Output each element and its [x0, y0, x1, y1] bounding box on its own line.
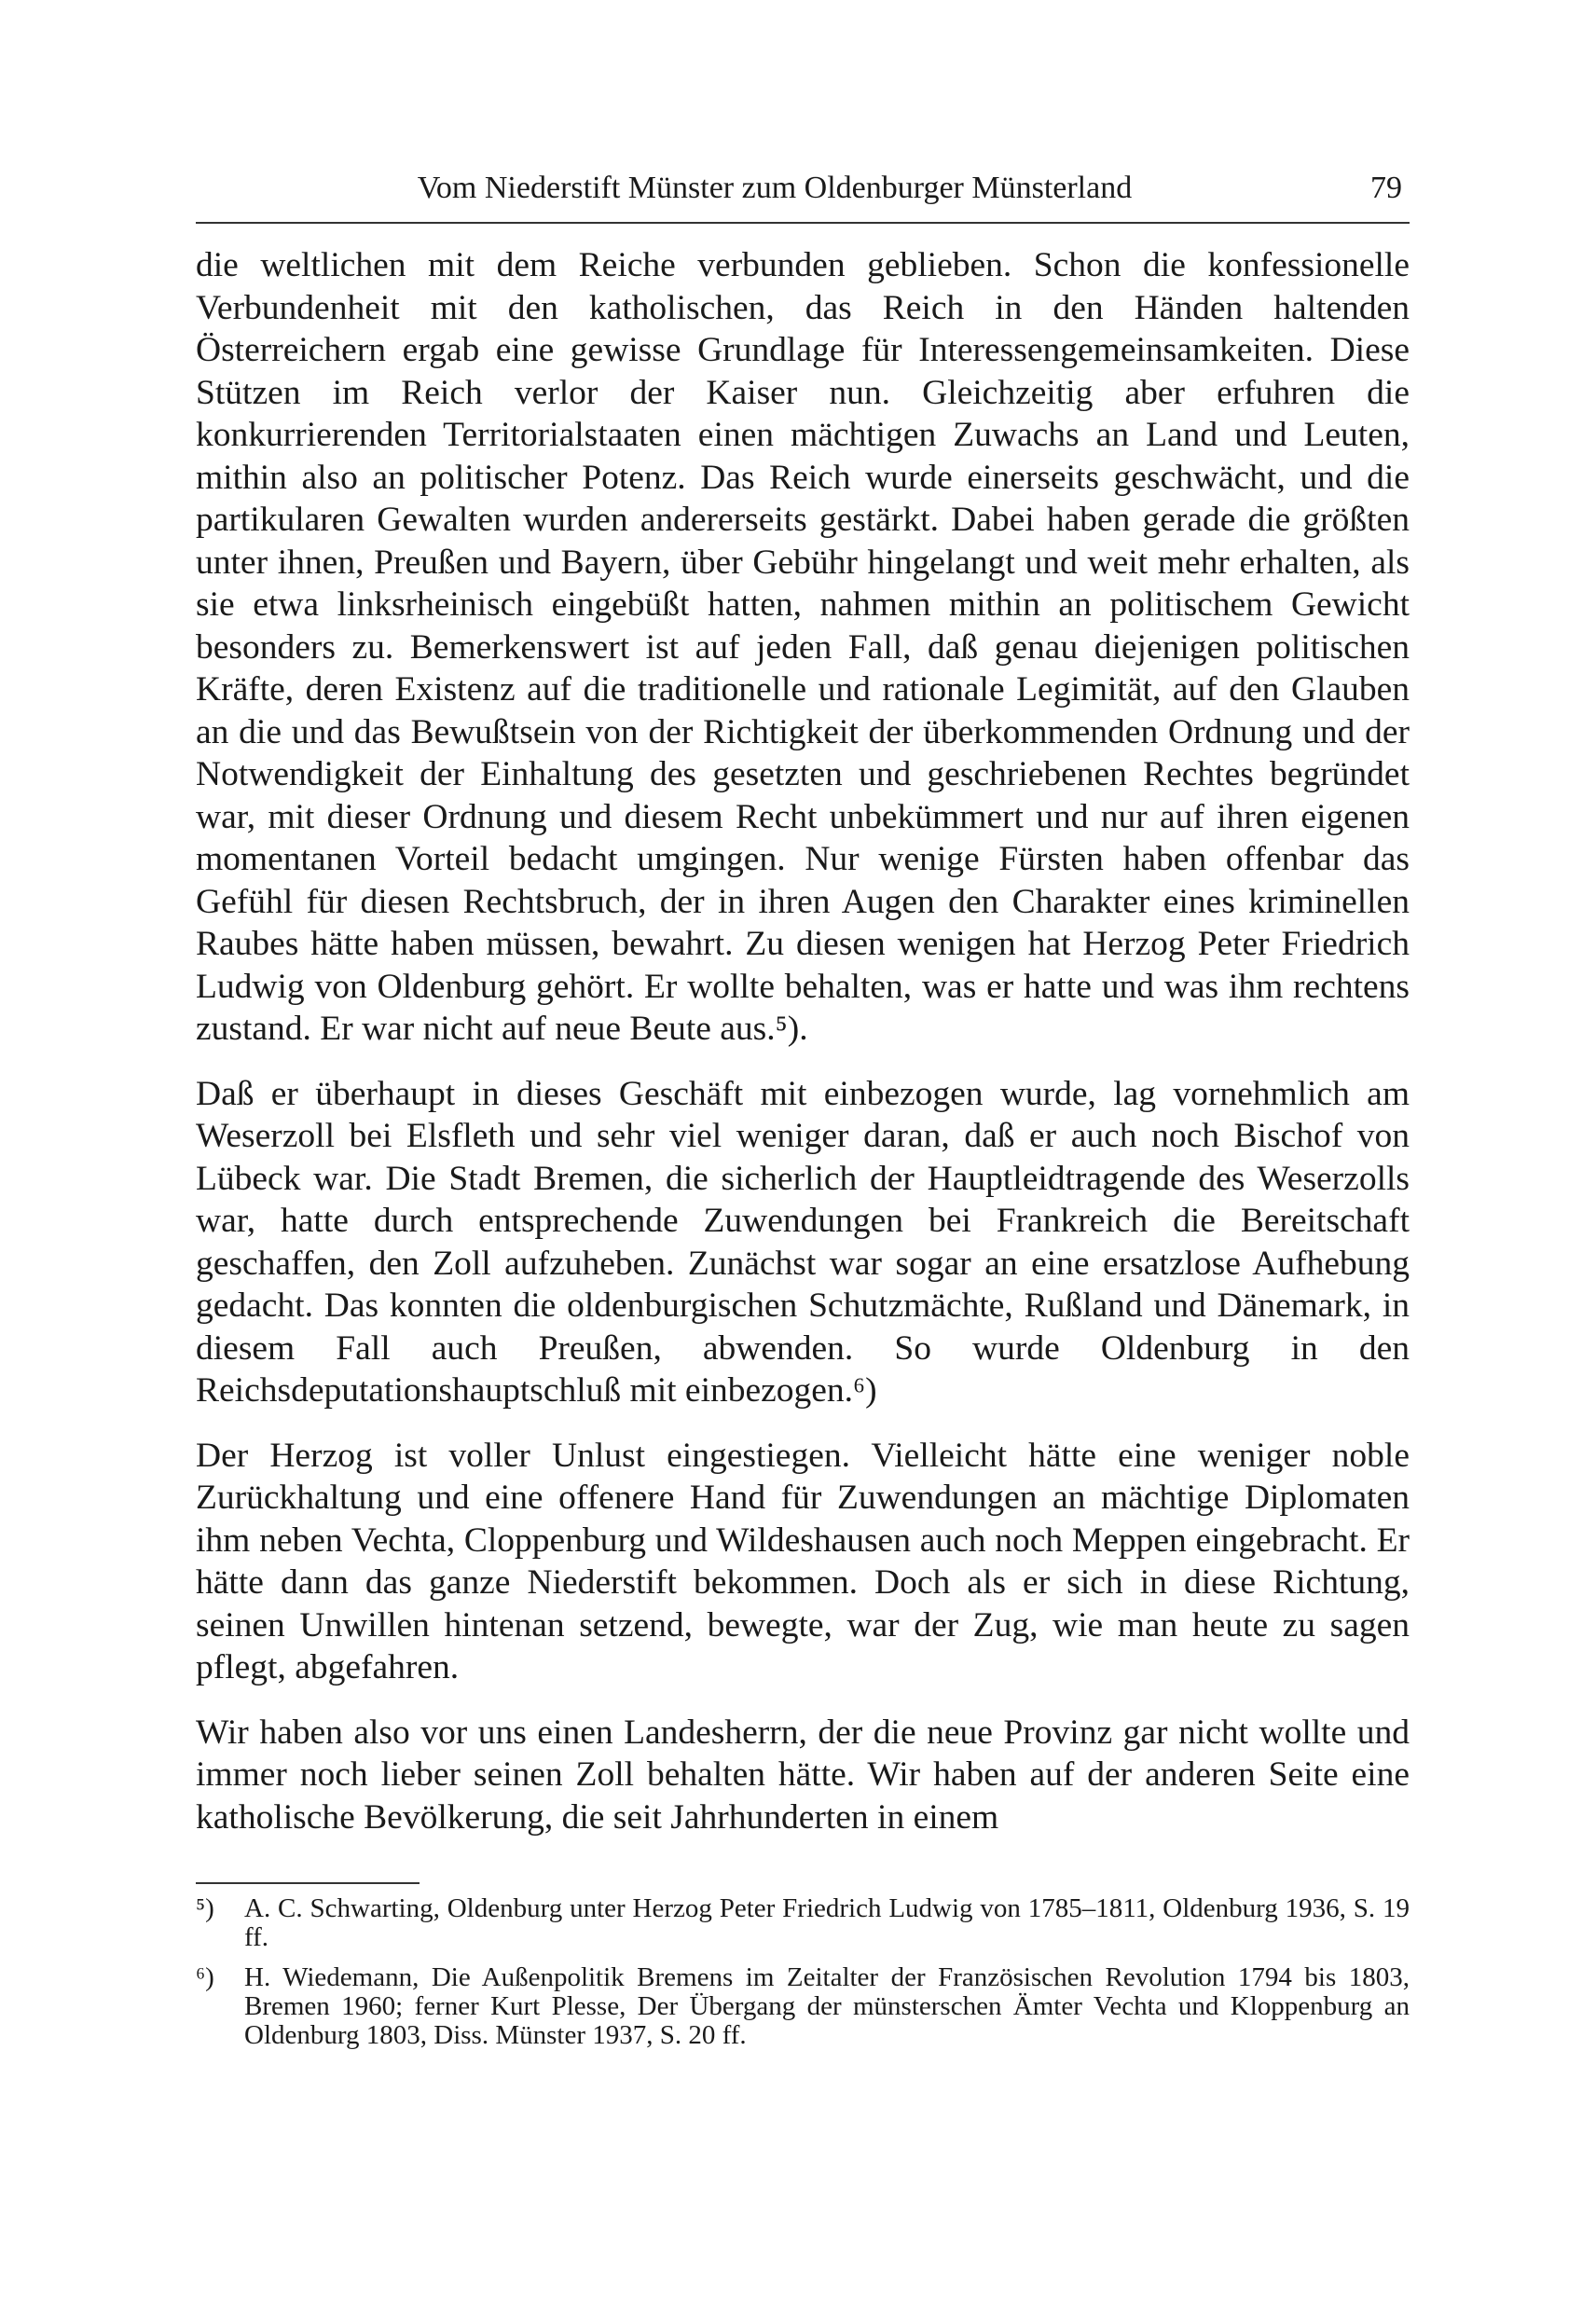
- footnote: [196, 1894, 1410, 1952]
- footnote-text: A. C. Schwarting, Oldenburg unter Herzog Peter Friedrich Ludwig von 1785–1811, Oldenburg 1936, S. 19 ff.: [244, 1893, 1410, 1952]
- footnote-marker: ⁶): [196, 1962, 214, 1992]
- footnote-text: H. Wiedemann, Die Außenpolitik Bremens im Zeitalter der Französischen Revolution 1794 bis 1803, Bremen 1960; ferner Kurt Plesse, Der Übergang der münsterschen Ämter Vechta und Kloppenburg an Oldenburg 1803, Diss. Münster 1937, S. 20 ff.: [244, 1962, 1410, 2050]
- running-title: Vom Niederstift Münster zum Oldenburger Münsterland: [417, 171, 1133, 205]
- footnote-marker: ⁵): [196, 1893, 214, 1923]
- footnotes: [196, 1894, 1410, 2061]
- paragraph: Wir haben also vor uns einen Landesherrn, der die neue Provinz gar nicht wollte und immer noch lieber seinen Zoll behalten hätte. Wir haben auf der anderen Seite eine katholische Bevölkerung, die seit Jahrhunderten in einem: [196, 1713, 1410, 1837]
- page-number: 79: [1370, 171, 1402, 205]
- paragraph: Daß er überhaupt in dieses Geschäft mit einbezogen wurde, lag vornehmlich am Weserzoll bei Elsfleth und sehr viel weniger daran, daß er auch noch Bischof von Lübeck war. Die Stadt Bremen, die sicherlich der Hauptleidtragende des Weserzolls war, hatte durch entsprechende Zuwendungen bei Frankreich die Bereitschaft geschaffen, den Zoll aufzuheben. Zunächst war sogar an eine ersatzlose Aufhebung gedacht. Das konnten die oldenburgischen Schutzmächte, Rußland und Dänemark, in diesem Fall auch Preußen, abwenden. So wurde Oldenburg in den Reichsdeputationshauptschluß mit einbezogen.⁶): [196, 1074, 1410, 1410]
- running-head: [196, 166, 1410, 211]
- footnote-rule: [196, 1882, 420, 1884]
- footnote: [196, 1963, 1410, 2050]
- paragraph: Der Herzog ist voller Unlust eingestiegen. Vielleicht hätte eine weniger noble Zurückhaltung und eine offenere Hand für Zuwendungen an mächtige Diplomaten ihm neben Vechta, Cloppenburg und Wildeshausen auch noch Meppen eingebracht. Er hätte dann das ganze Niederstift bekommen. Doch als er sich in diese Richtung, seinen Unwillen hintenan setzend, bewegte, war der Zug, wie man heute zu sagen pflegt, abgefahren.: [196, 1436, 1410, 1686]
- body-text: [196, 244, 1410, 1838]
- paragraph: die weltlichen mit dem Reiche verbunden geblieben. Schon die konfessionelle Verbundenheit mit den katholischen, das Reich in den Händen haltenden Österreichern ergab eine gewisse Grundlage für Interessengemeinsamkeiten. Diese Stützen im Reich verlor der Kaiser nun. Gleichzeitig aber erfuhren die konkurrierenden Territorialstaaten einen mächtigen Zuwachs an Land und Leuten, mithin also an politischer Potenz. Das Reich wurde einerseits geschwächt, und die partikularen Gewalten wurden andererseits gestärkt. Dabei haben gerade die größten unter ihnen, Preußen und Bayern, über Gebühr hingelangt und weit mehr erhalten, als sie etwa linksrheinisch eingebüßt hatten, nahmen mithin an politischem Gewicht besonders zu. Bemerkenswert ist auf jeden Fall, daß genau diejenigen politischen Kräfte, deren Existenz auf die traditionelle und rationale Legimität, auf den Glauben an die und das Bewußtsein von der Richtigkeit der überkommenden Ordnung und der Notwendigkeit der Einhaltung des gesetzten und geschriebenen Rechtes begründet war, mit dieser Ordnung und diesem Recht unbekümmert und nur auf ihren eigenen momentanen Vorteil bedacht umgingen. Nur wenige Fürsten haben offenbar das Gefühl für diesen Rechtsbruch, der in ihren Augen den Charakter eines kriminellen Raubes hätte haben müssen, bewahrt. Zu diesen wenigen hat Herzog Peter Friedrich Ludwig von Oldenburg gehört. Er wollte behalten, was er hatte und was ihm rechtens zustand. Er war nicht auf neue Beute aus.⁵).: [196, 246, 1410, 1048]
- header-rule: [196, 222, 1410, 224]
